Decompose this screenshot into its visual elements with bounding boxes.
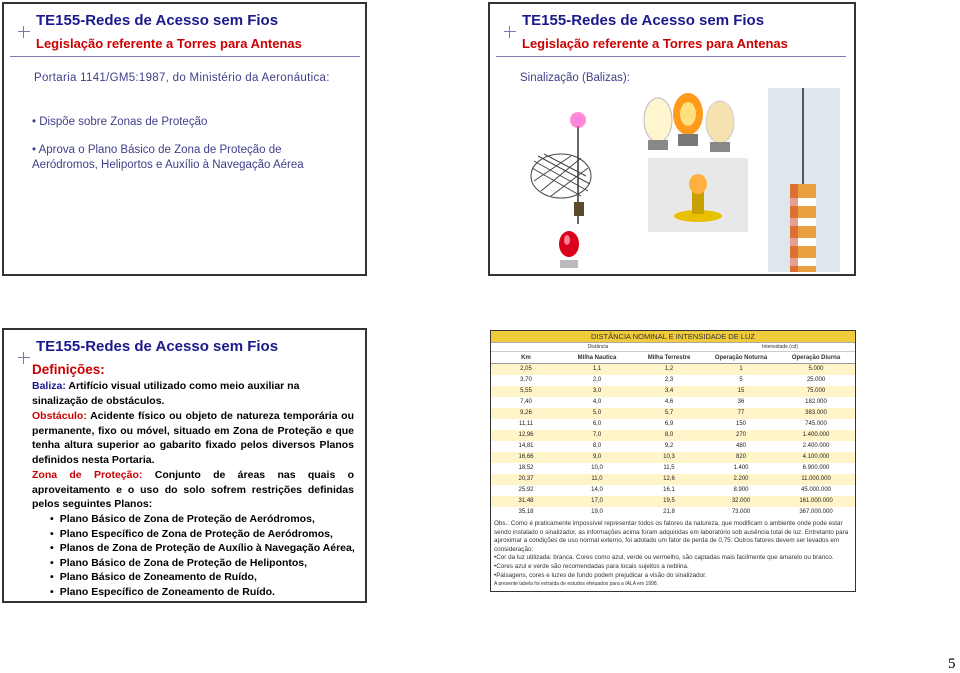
list-item: • Plano Básico de Zona de Proteção de Helipontos,: [50, 556, 355, 571]
slide-subtitle: Legislação referente a Torres para Antenas: [36, 36, 302, 51]
header-rule: [10, 56, 360, 57]
list-item: • Plano Básico de Zoneamento de Ruído,: [50, 570, 355, 585]
table-cell: 6,0: [592, 421, 602, 427]
table-cell: 480: [735, 443, 746, 449]
table-cell: 182.000: [805, 399, 827, 405]
table-cell: 1,1: [592, 366, 602, 372]
planos-list: [50, 512, 355, 599]
table-row: [491, 463, 855, 474]
table-cell: 31,48: [518, 498, 534, 504]
source-note: A presente tabela foi extraída de estudos efetuados para a IALA em 1998.: [494, 581, 659, 588]
table-cell: 25.000: [806, 377, 826, 383]
table-cell: 2,3: [664, 377, 674, 383]
distance-intensity-table: [490, 330, 856, 592]
cross-mark-icon: [18, 26, 30, 38]
table-cell: 6.900.000: [802, 465, 830, 471]
course-title: TE155-Redes de Acesso sem Fios: [36, 338, 279, 355]
table-cell: 6,9: [664, 421, 674, 427]
table-row: [491, 452, 855, 463]
table-cell: 11,11: [518, 421, 534, 427]
course-title: TE155-Redes de Acesso sem Fios: [522, 12, 765, 29]
table-cell: 19,0: [591, 509, 603, 515]
list-item: • Planos de Zona de Proteção de Auxílio à Navegação Aérea,: [50, 541, 355, 556]
group-distance: Distância: [587, 344, 609, 350]
slide-2: [488, 2, 856, 276]
table-cell: 77: [737, 410, 745, 416]
table-cell: 11.000.000: [801, 476, 831, 482]
definitions-heading: Definições:: [32, 362, 105, 377]
table-cell: 5: [739, 377, 743, 383]
table-cell: 745.000: [805, 421, 827, 427]
table-row: [491, 474, 855, 485]
table-cell: 270: [735, 432, 746, 438]
table-row: [491, 430, 855, 441]
table-row: [491, 375, 855, 386]
definition-zona: [32, 468, 354, 512]
note-item: •Cores azul e verde são recomendadas para locais sujeitos a neblina.: [494, 562, 689, 570]
table-cell: 12,6: [663, 476, 675, 482]
table-cell: 1.400.000: [802, 432, 830, 438]
cross-mark-icon: [504, 26, 516, 38]
table-cell: 161.000.000: [799, 498, 833, 504]
table-row: [491, 386, 855, 397]
table-cell: 2,0: [592, 377, 602, 383]
table-cell: 3,70: [520, 377, 532, 383]
definition-obstaculo: [32, 409, 354, 467]
table-cell: 18,52: [518, 465, 534, 471]
table-group-header: [491, 343, 855, 352]
definition-text: Conjunto de áreas nas quais o aproveitamento e o uso do solo sofrem restrições definidas pelos seguintes Planos:: [32, 469, 355, 510]
table-cell: 5.000: [808, 366, 824, 372]
table-cell: 7,40: [520, 399, 532, 405]
table-cell: 4,6: [664, 399, 674, 405]
table-row: [491, 496, 855, 507]
column-header: Milha Nautica: [577, 355, 617, 361]
table-cell: 17,0: [591, 498, 603, 504]
table-cell: 2,05: [520, 366, 532, 372]
table-cell: 14,0: [591, 487, 603, 493]
table-cell: 9,2: [664, 443, 674, 449]
note-text: Paisagens, cores e luzes de fundo podem prejudicar a visão do sinalizador.: [496, 571, 707, 579]
term-label: Zona de Proteção:: [32, 469, 143, 481]
table-cell: 367.000.000: [799, 509, 833, 515]
header-rule: [496, 56, 846, 57]
striped-tower-photo: [768, 88, 840, 272]
table-cell: 11,5: [663, 465, 675, 471]
definition-text: Acidente físico ou objeto de natureza temporária ou permanente, fixo ou móvel, situado em Zona de Proteção e que tenha altura superior ao gabarito fixado pelos diversos Planos definidos nesta Portaria.: [32, 410, 354, 466]
column-header: Operação Noturna: [714, 355, 768, 361]
table-cell: 3,0: [592, 388, 602, 394]
table-cell: 5,55: [520, 388, 532, 394]
table-cell: 21,8: [663, 509, 675, 515]
table-cell: 7,0: [592, 432, 602, 438]
table-notes: [491, 518, 855, 591]
table-cell: 35,18: [518, 509, 534, 515]
table-cell: 36: [737, 399, 745, 405]
list-item: • Plano Específico de Zoneamento de Ruído.: [50, 585, 355, 600]
table-cell: 3,4: [664, 388, 674, 394]
table-cell: 4.100.000: [802, 454, 830, 460]
table-row: [491, 364, 855, 375]
table-row: [491, 441, 855, 452]
note-item: •Cor da luz utilizada: branca. Cores como azul, verde ou vermelho, são captadas mais facilmente que amarelo ou branco.: [494, 554, 834, 562]
table-cell: 4,0: [592, 399, 602, 405]
intro-text: Sinalização (Balizas):: [520, 72, 630, 84]
note-text: Cores azul e verde são recomendadas para locais sujeitos a neblina.: [496, 562, 689, 570]
table-cell: 11,0: [591, 476, 603, 482]
table-cell: 8,0: [592, 443, 602, 449]
base-beacon-photo: [648, 158, 748, 232]
term-label: Baliza:: [32, 380, 66, 392]
table-cell: 25,92: [518, 487, 534, 493]
table-cell: 383.000: [805, 410, 827, 416]
table-cell: 75.000: [806, 388, 826, 394]
table-row: [491, 419, 855, 430]
table-cell: 10,3: [663, 454, 675, 460]
slide-1: [2, 2, 367, 276]
table-cell: 1,2: [664, 366, 674, 372]
table-cell: 19,5: [663, 498, 675, 504]
note-text: Cor da luz utilizada: branca. Cores como azul, verde ou vermelho, são captadas mais facilmente que amarelo ou branco.: [496, 554, 834, 562]
antenna-grid-photo: [526, 106, 626, 224]
table-body: [491, 364, 855, 518]
obs-text: Obs.: Como é praticamente impossível representar todos os fatores da natureza, que modificam o ambiente onde pode estar sendo instalado o sinalizador, as informações acima foram adquiridas em laboratório sob ausência total de luz. Entretanto para aproximar a condições de uso normal externo, foi adotado um fator de perda de 0,75. Outros fatores devem ser levados em consideração:: [494, 520, 849, 553]
table-cell: 5,0: [592, 410, 602, 416]
list-item: • Plano Específico de Zona de Proteção de Aeródromos,: [50, 527, 355, 542]
bullet-2: • Aprova o Plano Básico de Zona de Proteção de Aeródromos, Heliportos e Auxílio à Navegação Aérea: [32, 144, 304, 171]
table-cell: 2.400.000: [802, 443, 830, 449]
table-row: [491, 485, 855, 496]
table-cell: 15: [737, 388, 745, 394]
obstruction-lights-photo: [640, 92, 740, 154]
table-cell: 2.200: [733, 476, 749, 482]
table-cell: 73.000: [731, 509, 751, 515]
table-row: [491, 397, 855, 408]
table-cell: 9,26: [520, 410, 532, 416]
note-item: •Paisagens, cores e luzes de fundo podem prejudicar a visão do sinalizador.: [494, 571, 707, 579]
table-cell: 9,0: [592, 454, 602, 460]
term-label: Obstáculo:: [32, 410, 87, 422]
table-cell: 820: [735, 454, 746, 460]
red-beacon-photo: [556, 230, 582, 272]
table-cell: 1.400: [733, 465, 749, 471]
table-cell: 1: [739, 366, 743, 372]
slide-3: [2, 328, 367, 603]
table-cell: 14,81: [518, 443, 534, 449]
table-header: [491, 352, 855, 364]
column-header: Operação Diurna: [791, 355, 841, 361]
table-cell: 8.900: [733, 487, 749, 493]
table-cell: 8,0: [664, 432, 674, 438]
bullet-text: Aprova o Plano Básico de Zona de Proteção de Aeródromos, Heliportos e Auxílio à Navegação Aérea: [32, 144, 304, 171]
table-caption: DISTÂNCIA NOMINAL E INTENSIDADE DE LUZ: [491, 331, 855, 343]
cross-mark-icon: [18, 352, 30, 364]
course-title: TE155-Redes de Acesso sem Fios: [36, 12, 279, 29]
bullet-1: • Dispõe sobre Zonas de Proteção: [32, 116, 208, 128]
slide-subtitle: Legislação referente a Torres para Antenas: [522, 36, 788, 51]
table-cell: 12,96: [518, 432, 534, 438]
table-cell: 10,0: [591, 465, 603, 471]
table-cell: 32.000: [731, 498, 751, 504]
intro-text: Portaria 1141/GM5:1987, do Ministério da Aeronáutica:: [34, 72, 330, 84]
list-item: • Plano Básico de Zona de Proteção de Aeródromos,: [50, 512, 355, 527]
table-cell: 5,7: [664, 410, 674, 416]
table-cell: 45.000.000: [800, 487, 832, 493]
column-header: Km: [521, 355, 531, 361]
table-row: [491, 507, 855, 518]
definition-baliza: [32, 379, 354, 408]
column-header: Milha Terrestre: [647, 355, 691, 361]
definition-text: Artifício visual utilizado como meio auxiliar na sinalização de obstáculos.: [32, 380, 300, 407]
table-row: [491, 408, 855, 419]
table-cell: 150: [735, 421, 746, 427]
page-number: 5: [948, 656, 956, 672]
table-cell: 16,66: [518, 454, 534, 460]
bullet-text: Dispõe sobre Zonas de Proteção: [39, 116, 208, 128]
table-cell: 20,37: [518, 476, 534, 482]
table-cell: 16,1: [663, 487, 675, 493]
group-intensity: Intensidade (cd): [762, 344, 798, 350]
